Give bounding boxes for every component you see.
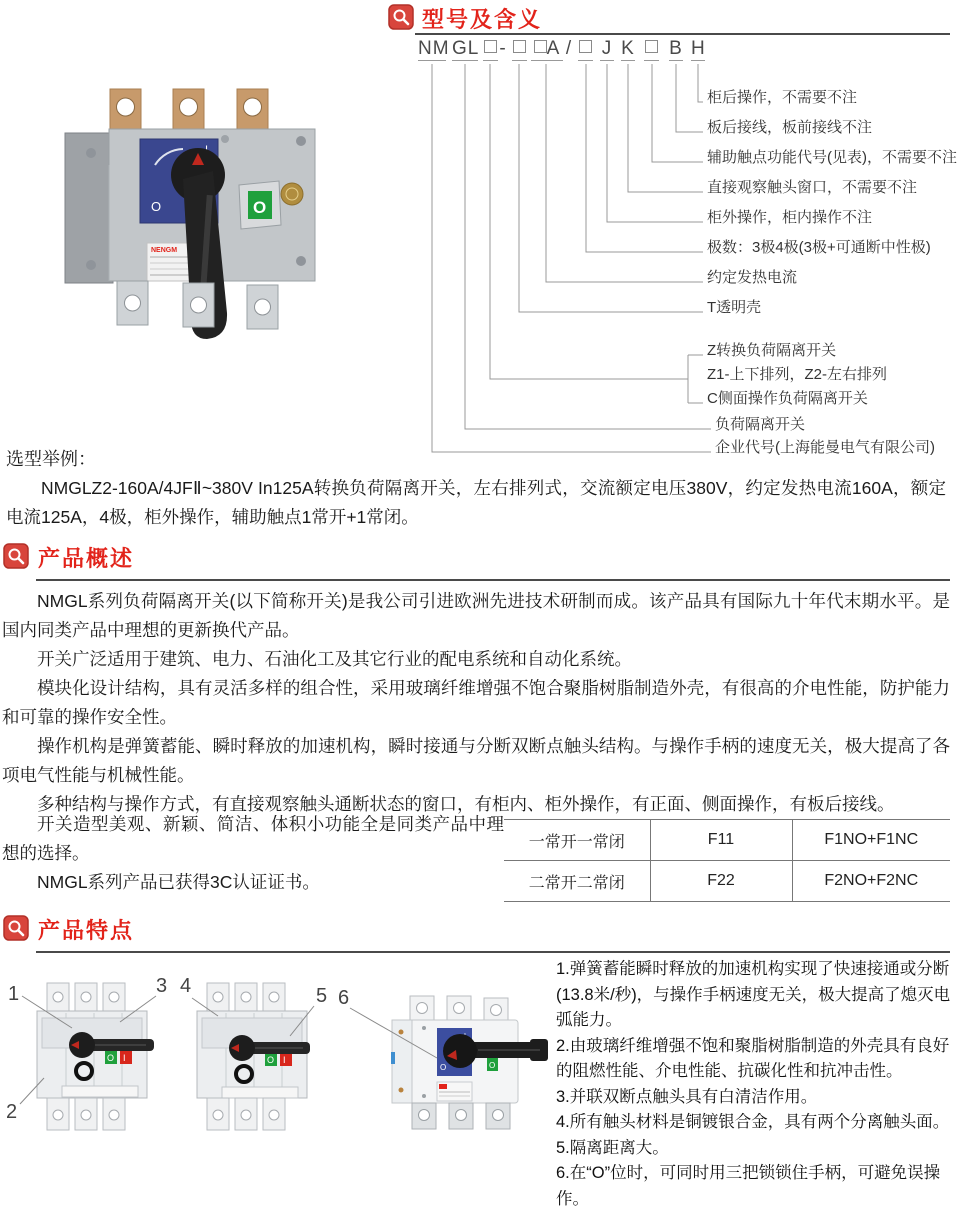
table-cell: F2NO+F2NC bbox=[792, 861, 950, 902]
diagram-label: 柜后操作，不需要不注 bbox=[707, 89, 858, 106]
feature-image-2 bbox=[197, 983, 310, 1130]
table-cell: F22 bbox=[650, 861, 792, 902]
callout-number: 3 bbox=[156, 975, 168, 997]
holo-sticker bbox=[281, 183, 303, 205]
magnifier-icon bbox=[3, 543, 29, 569]
section-title-features: 产品特点 bbox=[38, 918, 135, 943]
feature-image-1 bbox=[37, 983, 154, 1130]
section-divider bbox=[36, 579, 950, 581]
feature-list bbox=[556, 957, 952, 1212]
svg-text:O: O bbox=[440, 1063, 447, 1072]
example-text: NMGLZ2-160A/4JFⅡ~380V In125A转换负荷隔离开关，左右排列式，交流额定电压380V，约定发热电流160A，额定电流125A，4极，柜外操作，辅助触点1常开+1常闭。 bbox=[6, 478, 946, 527]
contact-window bbox=[239, 181, 281, 229]
overview-paragraph: 模块化设计结构，具有灵活多样的组合性，采用玻璃纤维增强不饱合聚脂树脂制造外壳，有很高的介电性能，防护能力和可靠的操作安全性。 bbox=[2, 678, 950, 727]
model-token-box-a: A bbox=[531, 38, 563, 61]
section-divider bbox=[415, 33, 950, 35]
example-heading: 选型举例： bbox=[6, 449, 96, 469]
feature-item: 2.由玻璃纤维增强不饱和聚脂树脂制造的外壳具有良好的阻燃性能、介电性能、抗碳化性和抗冲击性。 bbox=[556, 1036, 950, 1080]
section-title-model: 型号及含义 bbox=[422, 7, 543, 32]
table-cell: 一常开一常闭 bbox=[504, 820, 650, 861]
svg-text:O: O bbox=[107, 1053, 115, 1063]
svg-text:O: O bbox=[489, 1061, 496, 1070]
table-cell: F11 bbox=[650, 820, 792, 861]
section-title-overview: 产品概述 bbox=[38, 546, 135, 571]
overview-side-paragraphs bbox=[2, 810, 504, 897]
aux-contact-table bbox=[504, 819, 950, 902]
model-token-gl: GL bbox=[452, 38, 480, 59]
magnifier-icon bbox=[3, 915, 29, 941]
overview-paragraph: NMGL系列产品已获得3C认证证书。 bbox=[37, 872, 320, 892]
feature-images bbox=[0, 958, 560, 1152]
table-row bbox=[504, 820, 950, 861]
table-cell: F1NO+F1NC bbox=[792, 820, 950, 861]
overview-paragraph: 开关造型美观、新颖、简洁、体积小功能全是同类产品中理想的选择。 bbox=[2, 814, 504, 863]
magnifier-icon bbox=[388, 4, 414, 30]
overview-paragraph: 操作机构是弹簧蓄能、瞬时释放的加速机构，瞬时接通与分断双断点触头结构。与操作手柄的速度无关，极大提高了各项电气性能与机械性能。 bbox=[2, 736, 950, 785]
model-token-j: J bbox=[601, 38, 613, 59]
product-photo bbox=[55, 75, 385, 355]
diagram-label: 负荷隔离开关 bbox=[715, 416, 806, 433]
model-token-k: K bbox=[621, 38, 635, 59]
svg-text:O: O bbox=[151, 199, 162, 214]
table-cell: 二常开二常闭 bbox=[504, 861, 650, 902]
overview-paragraph: NMGL系列负荷隔离开关(以下简称开关)是我公司引进欧洲先进技术研制而成。该产品具有国际九十年代末期水平。是国内同类产品中理想的更新换代产品。 bbox=[2, 591, 950, 640]
feature-item: 4.所有触头材料是铜镀银合金，具有两个分离触头面。 bbox=[556, 1113, 950, 1131]
callout-number: 2 bbox=[6, 1101, 18, 1123]
svg-text:O: O bbox=[267, 1055, 275, 1065]
overview-paragraph: 开关广泛适用于建筑、电力、石油化工及其它行业的配电系统和自动化系统。 bbox=[37, 649, 632, 669]
selection-example bbox=[6, 444, 946, 532]
svg-text:O: O bbox=[253, 198, 267, 217]
feature-item: 1.弹簧蓄能瞬时释放的加速机构实现了快速接通或分断(13.8米/秒)，与操作手柄速度无关，极大提高了熄灭电弧能力。 bbox=[556, 960, 951, 1029]
diagram-label: C侧面操作负荷隔离开关 bbox=[707, 390, 868, 407]
callout-number: 1 bbox=[8, 983, 20, 1005]
model-diagram bbox=[415, 38, 957, 470]
model-token-b: B bbox=[669, 38, 683, 59]
diagram-label: Z转换负荷隔离开关 bbox=[707, 342, 837, 359]
model-token-h: H bbox=[691, 38, 706, 59]
steel-terminals-bottom bbox=[117, 281, 278, 329]
feature-item: 3.并联双断点触头具有白清洁作用。 bbox=[556, 1087, 818, 1106]
table-row bbox=[504, 861, 950, 902]
model-token-nm: NM bbox=[418, 38, 450, 59]
diagram-label: T透明壳 bbox=[707, 299, 762, 316]
callout-number: 4 bbox=[180, 975, 192, 997]
svg-text:NENGM: NENGM bbox=[151, 247, 178, 254]
diagram-label: 直接观察触头窗口，不需要不注 bbox=[707, 179, 918, 196]
section-divider bbox=[36, 951, 950, 953]
model-token-dash: - bbox=[499, 38, 507, 59]
model-token-slash: / bbox=[565, 38, 573, 59]
feature-image-3 bbox=[391, 996, 548, 1129]
diagram-label: 极数：3极4极(3极+可通断中性极) bbox=[707, 239, 931, 256]
diagram-label: 企业代号(上海能曼电气有限公司) bbox=[715, 439, 935, 456]
diagram-label: 辅助触点功能代号(见表)，不需要不注 bbox=[707, 149, 957, 166]
callout-number: 6 bbox=[338, 987, 350, 1009]
feature-item: 5.隔离距离大。 bbox=[556, 1138, 669, 1157]
svg-text:I: I bbox=[123, 1053, 126, 1063]
overview-paragraphs bbox=[2, 587, 950, 819]
svg-text:I: I bbox=[283, 1055, 286, 1065]
diagram-label: 柜外操作，柜内操作不注 bbox=[707, 209, 873, 226]
callout-number: 5 bbox=[316, 985, 328, 1007]
diagram-label: 约定发热电流 bbox=[707, 269, 798, 286]
overview-paragraph: 多种结构与操作方式，有直接观察触头通断状态的窗口，有柜内、柜外操作，有正面、侧面操作，有板后接线。 bbox=[37, 794, 895, 814]
diagram-label: Z1-上下排列，Z2-左右排列 bbox=[707, 366, 888, 383]
diagram-label: 板后接线，板前接线不注 bbox=[707, 119, 873, 136]
feature-item: 6.在“O”位时，可同时用三把锁锁住手柄，可避免误操作。 bbox=[556, 1164, 941, 1208]
